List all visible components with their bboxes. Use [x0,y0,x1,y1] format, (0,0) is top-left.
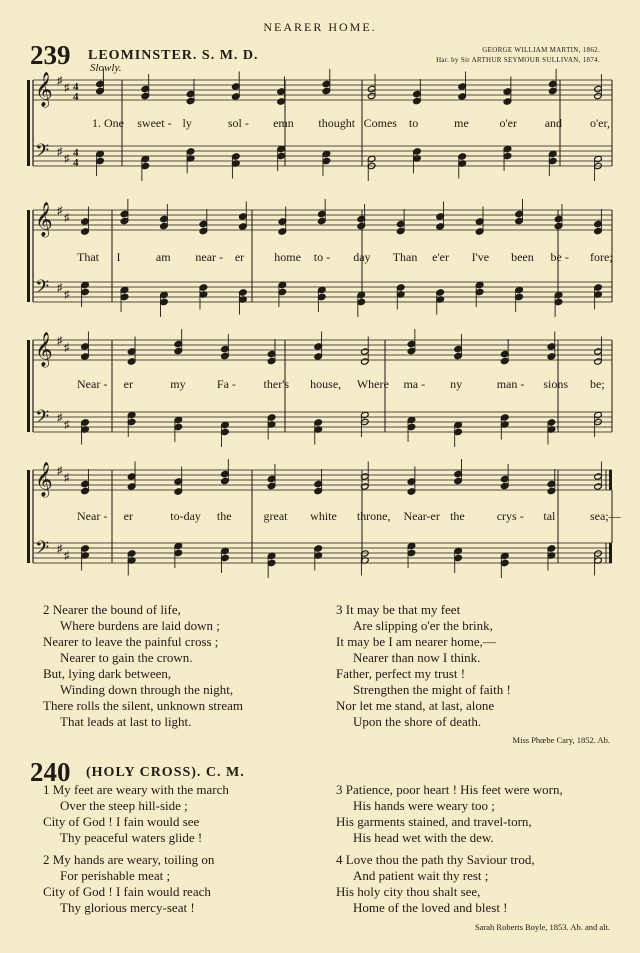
lyric-syllable: home [274,250,301,264]
stanza-line: 2 Nearer the bound of life, [43,602,181,617]
lyric-syllable: great [263,509,288,523]
lyric-syllable: Comes [363,116,397,130]
sharp-sign: ♯ [57,282,63,294]
stanza-line: Nearer to gain the crown. [60,650,193,665]
lyric-syllable: e'er [432,250,449,264]
running-head: NEARER HOME. [263,20,377,34]
final-barline [609,543,612,563]
lyric-syllable: Near-er [403,509,440,523]
sharp-sign: ♯ [64,419,70,431]
stanza-line: That leads at last to light. [60,714,192,729]
lyric-syllable: sions [543,377,569,391]
lyric-syllable: Than [392,250,418,264]
bass-clef: 𝄢 [35,141,50,166]
treble-clef: 𝄞 [35,72,53,107]
lyric-syllable: Fa - [216,377,236,391]
stanza-240-1 [43,782,229,846]
lyric-syllable: That [77,250,99,264]
stanza-line: Winding down through the night, [60,682,234,697]
lyric-syllable: been [511,250,534,264]
sharp-sign: ♯ [57,335,63,347]
lyric-syllable: white [310,509,337,523]
treble-clef: 𝄞 [35,332,53,367]
stanza-line: Nor let me stand, at last, alone [336,698,495,713]
system-brace [27,470,30,563]
stanza-line: Home of the loved and blest ! [353,900,508,915]
lyric-syllable: my [170,377,186,391]
stanza-line: City of God ! I fain would reach [43,884,211,899]
system-brace [27,80,30,166]
lyric-syllable: thought [318,116,356,130]
lyric-syllable: er [123,377,133,391]
stanza-line: And patient wait thy rest ; [353,868,489,883]
stanza-line: Where burdens are laid down ; [60,618,220,633]
stanza-240-3 [336,782,563,846]
lyric-syllable: to - [313,250,331,264]
lyric-syllable: I've [471,250,490,264]
time-signature: 4 [73,81,79,93]
sharp-sign: ♯ [64,472,70,484]
sharp-sign: ♯ [64,289,70,301]
lyric-syllable: near - [195,250,224,264]
lyric-syllable: am [155,250,171,264]
stanza-line: There rolls the silent, unknown stream [43,698,244,713]
lyric-syllable: I [116,250,121,264]
lyric-syllable: house, [310,377,342,391]
stanza-line: His holy city thou shalt see, [336,884,481,899]
time-signature: 4 [73,147,79,159]
stanza-line: Thy glorious mercy-seat ! [60,900,195,915]
stanza-line: Nearer than now I think. [353,650,481,665]
bass-clef: 𝄢 [35,277,50,302]
harmonizer-credit: Har. by Sir ARTHUR SEYMOUR SULLIVAN, 1874. [436,56,600,64]
lyric-syllable: er [123,509,133,523]
stanza-line: It may be I am nearer home,— [336,634,496,649]
stanza-line: Strengthen the might of faith ! [353,682,511,697]
lyric-syllable: the [216,509,232,523]
lyric-syllable: man - [496,377,525,391]
lyric-syllable: the [450,509,465,523]
lyric-syllable: crys - [496,509,524,523]
stanza-line: 2 My hands are weary, toiling on [43,852,215,867]
stanza-239-2 [43,602,243,730]
hymn-number: 240 [30,757,71,787]
stanza-line: But, lying dark between, [43,666,172,681]
stanza-line: For perishable meat ; [60,868,171,883]
stanza-line: Nearer to leave the painful cross ; [43,634,219,649]
lyric-syllable: fore; [590,250,613,264]
lyric-syllable: ma - [403,377,426,391]
lyric-syllable: sol - [227,116,249,130]
lyric-syllable: er [234,250,245,264]
sharp-sign: ♯ [57,205,63,217]
time-signature: 4 [73,91,79,103]
lyric-syllable: day [353,250,371,264]
stanza-line: 1 My feet are weary with the march [43,782,229,797]
sharp-sign: ♯ [57,543,63,555]
stanza-line: Thy peaceful waters glide ! [60,830,203,845]
lyric-syllable: tal [543,509,556,523]
bass-clef: 𝄢 [35,538,50,563]
lyric-syllable: ny [450,377,463,391]
treble-clef: 𝄞 [35,202,53,237]
sharp-sign: ♯ [57,146,63,158]
lyric-syllable: ther's [263,377,290,391]
tempo-marking: Slowly. [90,62,122,74]
stanza-line: 4 Love thou the path thy Saviour trod, [336,852,535,867]
final-barline [609,470,612,490]
stanza-line: His garments stained, and travel-torn, [336,814,532,829]
lyric-syllable: Where [356,377,389,391]
lyric-syllable: throne, [356,509,391,523]
stanza-line: His hands were weary too ; [353,798,495,813]
tune-name: (HOLY CROSS). C. M. [86,765,245,780]
stanza-line: Father, perfect my trust ! [336,666,466,681]
author-credit: Miss Phœbe Cary, 1852. Ab. [512,735,610,745]
stanza-239-3 [336,602,511,730]
sharp-sign: ♯ [64,342,70,354]
lyric-syllable: to-day [170,509,201,523]
stanza-line: Over the steep hill-side ; [60,798,188,813]
composer-credit: GEORGE WILLIAM MARTIN, 1862. [482,46,600,54]
stanza-line: City of God ! I fain would see [43,814,200,829]
lyric-syllable: be - [550,250,569,264]
stanza-line: 3 Patience, poor heart ! His feet were worn, [336,782,563,797]
lyric-syllable: emn [273,116,294,130]
lyric-syllable: 1. One [92,116,124,130]
lyric-syllable: Near - [77,377,108,391]
lyric-syllable: o'er, [590,116,611,130]
sharp-sign: ♯ [64,153,70,165]
sharp-sign: ♯ [57,75,63,87]
stanza-240-2 [43,852,214,916]
stanza-line: 3 It may be that my feet [336,602,461,617]
system-brace [27,210,30,302]
lyric-syllable: ly [182,116,192,130]
stanza-line: Are slipping o'er the brink, [353,618,493,633]
lyric-syllable: be; [590,377,605,391]
time-signature: 4 [73,157,79,169]
lyric-syllable: Near - [77,509,108,523]
sharp-sign: ♯ [64,550,70,562]
stanza-line: His head wet with the dew. [353,830,494,845]
lyric-syllable: me [454,116,469,130]
treble-clef: 𝄞 [35,462,53,497]
system-brace [27,340,30,432]
sharp-sign: ♯ [64,212,70,224]
stanza-240-4 [336,852,535,916]
lyric-syllable: sea;— [590,509,621,523]
stanza-line: Upon the shore of death. [353,714,482,729]
lyric-syllable: and [544,116,563,130]
lyric-syllable: to [408,116,419,130]
author-credit: Sarah Roberts Boyle, 1853. Ab. and alt. [474,922,610,932]
sharp-sign: ♯ [57,465,63,477]
lyric-syllable: o'er [499,116,517,130]
sharp-sign: ♯ [64,82,70,94]
lyric-syllable: sweet - [137,116,172,130]
bass-clef: 𝄢 [35,407,50,432]
sharp-sign: ♯ [57,412,63,424]
tune-name: LEOMINSTER. S. M. D. [88,48,259,63]
hymn-number: 239 [30,40,71,70]
